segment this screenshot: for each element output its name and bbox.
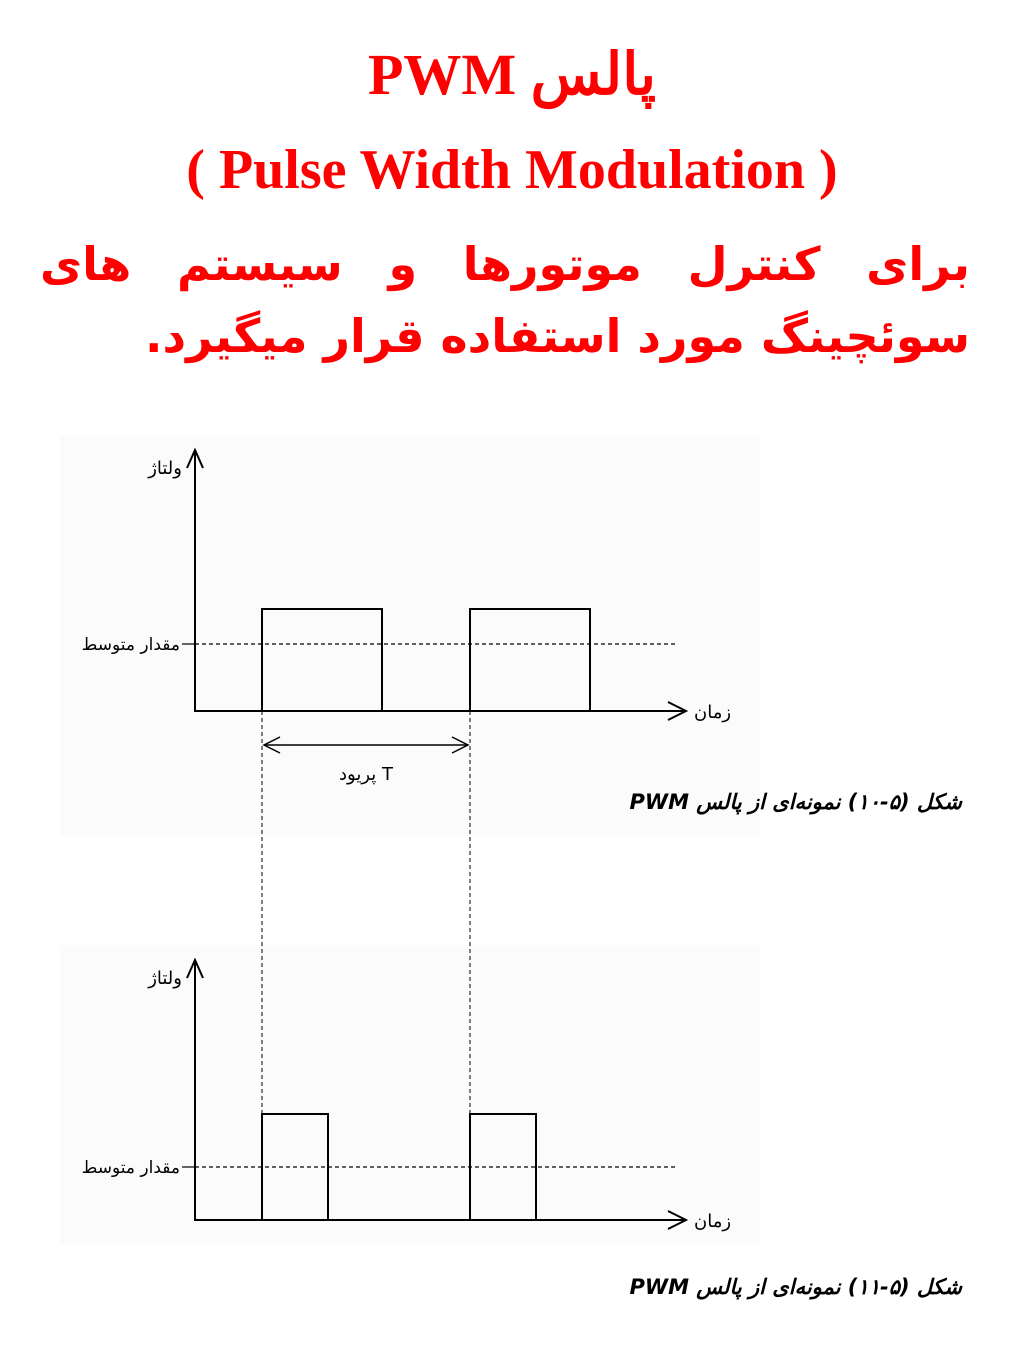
slide-description: برای کنترل موتورها و سیستم های سوئچینگ مورد استفاده قرار میگیرد. — [40, 237, 970, 363]
period-label: پریود T — [339, 764, 393, 785]
figure1-x-axis-label: زمان — [694, 702, 732, 723]
figure2-y-axis-label: ولتاژ — [148, 968, 182, 989]
figure1-y-axis-label: ولتاژ — [148, 458, 182, 479]
figure2-caption: شکل (۵-۱۱) نمونه‌ای از پالس PWM — [629, 1275, 962, 1299]
figure2-average-label: مقدار متوسط — [81, 1158, 180, 1178]
figure1-caption: شکل (۵-۱۰) نمونه‌ای از پالس PWM — [629, 790, 962, 814]
figure1-average-label: مقدار متوسط — [81, 635, 180, 655]
slide-subtitle: ( Pulse Width Modulation ) — [186, 139, 838, 201]
figure2-background — [60, 945, 760, 1245]
figure2-x-axis-label: زمان — [694, 1211, 732, 1232]
slide-title: PWM پالس — [367, 42, 657, 107]
